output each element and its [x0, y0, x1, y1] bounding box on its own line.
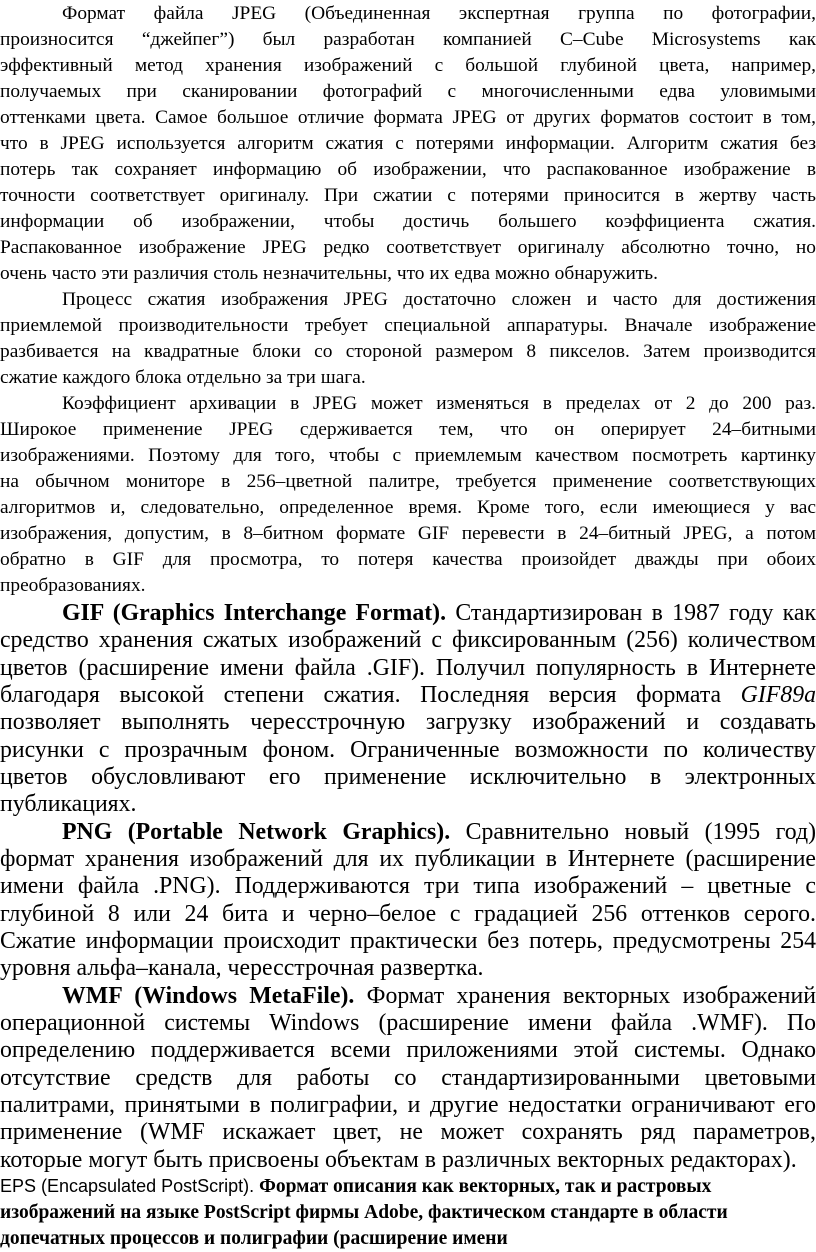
png-heading: PNG (Portable Network Graphics).: [62, 819, 451, 845]
text-line: очень часто эти различия столь незначительны, что их едва можно обнаружить.: [0, 263, 658, 284]
text-line: формат хранения изображений для их публикации в Интернете (расширение: [0, 846, 816, 872]
text-line: оттенками цвета. Самое большое отличие формата JPEG от других форматов состоит в том,: [0, 107, 816, 128]
text-line: что в JPEG используется алгоритм сжатия с потерями информации. Алгоритм сжатия без: [0, 133, 816, 154]
text-line: глубиной 8 или 24 бита и черно–белое с градацией 256 оттенков серого.: [0, 901, 816, 927]
gif-heading: GIF (Graphics Interchange Format).: [62, 600, 447, 626]
text-line: Распакованное изображение JPEG редко соответствует оригиналу абсолютно точно, но: [0, 237, 816, 258]
text-line: рисунки с прозрачным фоном. Ограниченные возможности по количеству: [0, 737, 816, 763]
text-line: разбивается на квадратные блоки со стороной размером 8 пикселов. Затем производится: [0, 341, 816, 362]
text-line: обратно в GIF для просмотра, то потеря качества произойдет дважды при обоих: [0, 549, 816, 570]
text-line: [0, 1225, 816, 1252]
text-line: потерь так сохраняет информацию об изображении, что распакованное изображение в: [0, 159, 816, 180]
text-line: преобразованиях.: [0, 575, 146, 596]
text-line: цветов (расширение имени файла .GIF). Получил популярность в Интернете: [0, 655, 816, 681]
text-line: отсутствие средств для работы со стандартизированными цветовыми: [0, 1065, 816, 1091]
text-line: информации об изображении, чтобы достичь большего коэффициента сжатия.: [0, 211, 816, 232]
text-line: [0, 819, 816, 846]
text-line: позволяет выполнять чересстрочную загрузку изображений и создавать: [0, 709, 816, 735]
text-line: палитрами, принятыми в полиграфии, и другие недостатки ограничивают его: [0, 1092, 816, 1118]
text-line: алгоритмов и, следовательно, определенное время. Кроме того, если имеющиеся у вас: [0, 497, 816, 518]
text-line: [0, 600, 816, 627]
text-line: Широкое применение JPEG сдерживается тем, что он оперирует 24–битными: [0, 419, 816, 440]
text-line: средство хранения сжатых изображений с фиксированным (256) количеством: [0, 627, 816, 653]
png-first-line-text: Сравнительно новый (1995 год): [450, 819, 816, 845]
text-line: цветов обусловливают его применение исключительно в электронных: [0, 764, 816, 790]
text-line: Коэффициент архивации в JPEG может изменяться в пределах от 2 до 200 раз.: [62, 393, 816, 414]
text-line: которые могут быть присвоены объектам в различных векторных редакторах).: [0, 1147, 797, 1173]
text-line: уровня альфа–канала, чересстрочная развертка.: [0, 955, 484, 981]
eps-lead: EPS (Encapsulated PostScript).: [0, 1176, 260, 1196]
text-line: точности соответствует оригиналу. При сжатии с потерями приносится в жертву часть: [0, 185, 816, 206]
text-line: публикациях.: [0, 791, 137, 817]
gif-first-line-text: Стандартизирован в 1987 году как: [446, 600, 816, 626]
eps-bold-text: Формат описания как векторных, так и растровых: [259, 1176, 712, 1197]
text-line: Формат файла JPEG (Объединенная экспертная группа по фотографии,: [62, 3, 816, 24]
text-line: сжатие каждого блока отдельно за три шага.: [0, 367, 366, 388]
text-line: Сжатие информации происходит практически без потерь, предусмотрены 254: [0, 928, 816, 954]
gif-version-text: благодаря высокой степени сжатия. Последняя версия формата: [0, 682, 741, 708]
text-line: операционной системы Windows (расширение имени файла .WMF). По: [0, 1010, 816, 1036]
eps-bold-text: изображений на языке PostScript фирмы Adobe, фактическом стандарте в области: [0, 1202, 728, 1223]
text-line: [0, 1173, 816, 1200]
text-line: Процесс сжатия изображения JPEG достаточно сложен и часто для достижения: [62, 289, 816, 310]
text-line: изображения, допустим, в 8–битном формате GIF перевести в 24–битный JPEG, а потом: [0, 523, 816, 544]
gif-version-name: GIF89a: [740, 682, 816, 708]
wmf-first-line-text: Формат хранения векторных изображений: [354, 983, 816, 1009]
text-line: [0, 682, 816, 709]
eps-bold-text: допечатных процессов и полиграфии (расширение имени: [0, 1228, 508, 1249]
text-line: на обычном мониторе в 256–цветной палитре, требуется применение соответствующих: [0, 471, 816, 492]
wmf-heading: WMF (Windows MetaFile).: [62, 983, 355, 1009]
text-line: приемлемой производительности требует специальной аппаратуры. Вначале изображение: [0, 315, 816, 336]
text-line: имени файла .PNG). Поддерживаются три типа изображений – цветные с: [0, 873, 816, 899]
text-line: [0, 1199, 816, 1226]
text-line: изображениями. Поэтому для того, чтобы с приемлемым качеством посмотреть картинку: [0, 445, 816, 466]
text-line: применение (WMF искажает цвет, не может сохранять ряд параметров,: [0, 1119, 816, 1145]
text-line: [0, 983, 816, 1010]
text-line: определению поддерживается всеми приложениями этой системы. Однако: [0, 1037, 816, 1063]
text-line: произносится “джейпег”) был разработан компанией C–Cube Microsystems как: [0, 29, 816, 50]
text-line: эффективный метод хранения изображений с большой глубиной цвета, например,: [0, 55, 816, 76]
text-line: получаемых при сканировании фотографий с многочисленными едва уловимыми: [0, 81, 816, 102]
